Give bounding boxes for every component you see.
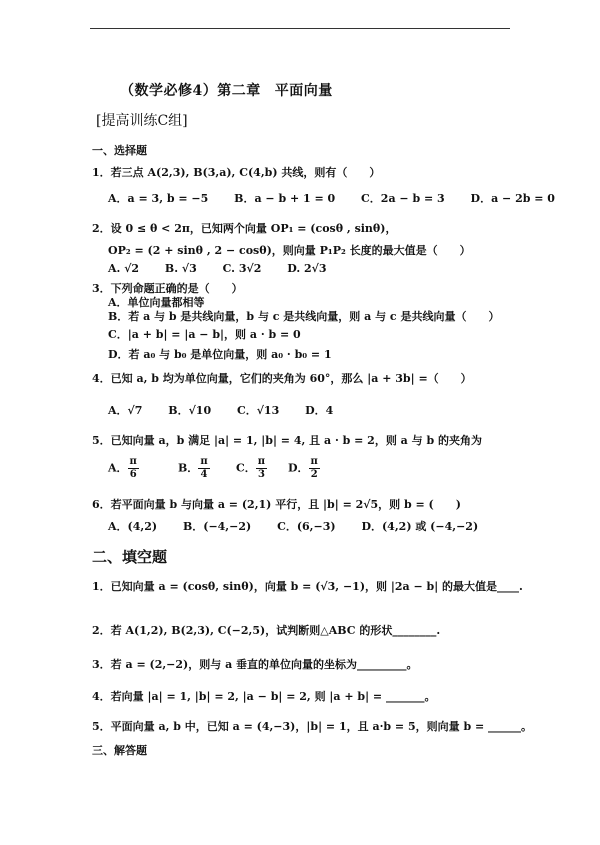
q6-text: 6．若平面向量 b 与向量 a = (2,1) 平行，且 |b| = 2√5，则 b = ( ) — [92, 498, 461, 511]
q5-option-c-den: 3 — [257, 469, 265, 480]
q2-options — [108, 262, 349, 275]
q4-options — [108, 402, 355, 418]
q6-option-b: B．(−4,−2) — [182, 520, 252, 533]
fill-4: 4．若向量 |a| = 1, |b| = 2, |a − b| = 2, 则 |a + b| = _______。 — [92, 690, 436, 703]
q5-option-d-label: D． — [288, 461, 309, 475]
title-topic: 平面向量 — [274, 83, 333, 99]
q5-option-d-num: π — [310, 456, 318, 467]
q1-option-c: C．2a − b = 3 — [361, 192, 445, 205]
q1-option-a: A．a = 3, b = −5 — [108, 192, 209, 205]
section-choice-heading: 一、选择题 — [92, 144, 147, 157]
q2-option-c: C. 3√2 — [222, 262, 262, 275]
title-main: （数学必修4）第二章 — [120, 83, 261, 99]
q1-option-b: B．a − b + 1 = 0 — [234, 192, 336, 205]
q6-option-a: A．(4,2) — [108, 520, 158, 533]
q3-option-d: D．若 a₀ 与 b₀ 是单位向量，则 a₀ · b₀ = 1 — [108, 348, 332, 361]
q1-text: 1．若三点 A(2,3), B(3,a), C(4,b) 共线，则有（ ） — [92, 166, 381, 179]
q5-option-d-den: 2 — [310, 469, 318, 480]
q6-option-c: C．(6,−3) — [277, 520, 336, 533]
q4-option-a: A．√7 — [108, 404, 143, 417]
q1-options — [108, 190, 577, 206]
fill-5: 5．平面向量 a, b 中，已知 a = (4,−3)，|b| = 1，且 a·b = 5，则向量 b = ______。 — [92, 720, 533, 733]
q5-option-a — [108, 456, 139, 481]
q5-option-c-num: π — [257, 456, 266, 467]
q5-option-b-label: B． — [178, 461, 199, 475]
q5-option-a-num: π — [129, 456, 137, 467]
q4-option-b: B．√10 — [168, 404, 212, 417]
q3-option-c: C．|a + b| = |a − b|，则 a · b = 0 — [108, 328, 301, 341]
q6-option-d: D．(4,2) 或 (−4,−2) — [361, 520, 479, 533]
q5-option-b-den: 4 — [200, 469, 208, 480]
q5-option-a-label: A． — [108, 461, 128, 475]
q5-option-d — [288, 456, 320, 481]
q5-text: 5．已知向量 a，b 满足 |a| = 1, |b| = 4, 且 a · b = 2，则 a 与 b 的夹角为 — [92, 434, 482, 447]
q1-option-d: D．a − 2b = 0 — [470, 192, 555, 205]
q5-option-a-den: 6 — [129, 469, 137, 480]
q5-option-b — [178, 456, 210, 481]
q2-option-d: D. 2√3 — [287, 262, 327, 275]
q2-option-a: A. √2 — [108, 262, 140, 275]
q3-option-a: A．单位向量都相等 — [108, 296, 205, 309]
q4-option-c: C．√13 — [236, 404, 280, 417]
q6-options — [108, 518, 500, 534]
q3-text: 3．下列命题正确的是（ ） — [92, 282, 243, 295]
q5-option-b-num: π — [200, 456, 208, 467]
top-rule — [90, 28, 510, 29]
section-fill-heading: 二、填空题 — [92, 548, 168, 566]
fill-1: 1．已知向量 a = (cosθ, sinθ)，向量 b = (√3, −1)，则 |2a − b| 的最大值是____. — [92, 580, 523, 593]
section-answer-heading: 三、解答题 — [92, 744, 147, 757]
q4-option-d: D．4 — [305, 404, 334, 417]
q2-option-b: B. √3 — [164, 262, 197, 275]
q3-option-b: B．若 a 与 b 是共线向量，b 与 c 是共线向量，则 a 与 c 是共线向量（ ） — [108, 310, 500, 323]
q5-option-c-label: C． — [236, 461, 256, 475]
page-title — [120, 80, 333, 100]
q2-line2: OP₂ = (2 + sinθ , 2 − cosθ)，则向量 P₁P₂ 长度的最大值是（ ） — [108, 244, 471, 257]
fill-3: 3．若 a = (2,−2)，则与 a 垂直的单位向量的坐标为_________。 — [92, 658, 418, 671]
q2-line1: 2．设 0 ≤ θ < 2π，已知两个向量 OP₁ = (cosθ , sinθ)， — [92, 222, 397, 235]
fill-2: 2．若 A(1,2), B(2,3), C(−2,5)，试判断则△ABC 的形状________. — [92, 624, 441, 637]
q5-option-c — [236, 456, 267, 481]
page-subtitle: [提高训练C组] — [96, 113, 188, 129]
q4-text: 4．已知 a, b 均为单位向量，它们的夹角为 60°，那么 |a + 3b| =（ ） — [92, 372, 472, 385]
